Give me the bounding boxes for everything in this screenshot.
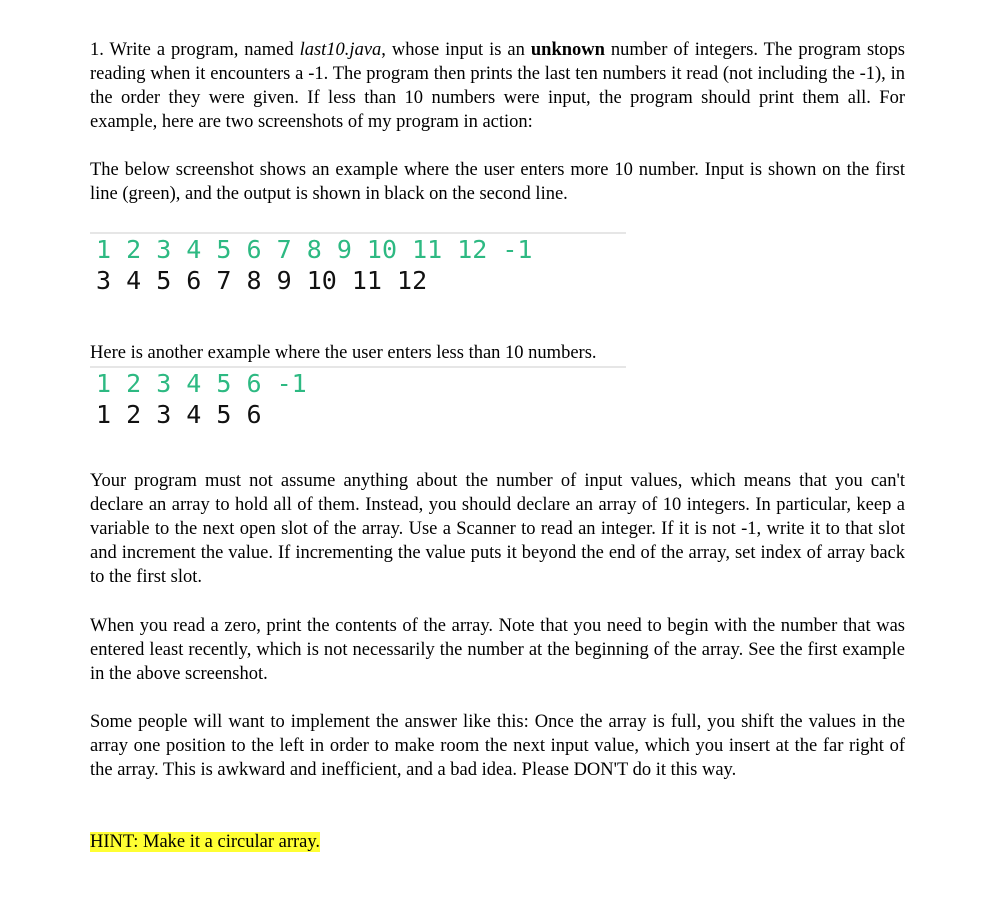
output-line: 1 2 3 4 5 6 [96, 400, 262, 429]
intro-paragraph [90, 38, 905, 134]
warning-paragraph: Some people will want to implement the answer like this: Once the array is full, you shift the values in the array one position to the left in order to make room the next input value, which you insert at the far right of the array. This is awkward and inefficient, and a bad idea. Please DON'T do it this way. [90, 712, 905, 780]
intro-text-b: , whose input is an [381, 40, 531, 60]
output-line: 3 4 5 6 7 8 9 10 11 12 [96, 266, 428, 295]
second-example-description: Here is another example where the user enters less than 10 numbers. [90, 343, 597, 363]
requirements-paragraph: Your program must not assume anything about the number of input values, which means that you can't declare an array to hold all of them. Instead, you should declare an array of 10 integers. In particular, keep a variable to the next open slot of the array. Use a Scanner to read an integer. If it is not -1, write it to that slot and increment the value. If incrementing the value puts it beyond the end of the array, set index of array back to the first slot. [90, 471, 905, 587]
intro-text-c: number of integers. The program stops reading when it encounters a -1. The program then prints the last ten numbers it read (not including the -1), in the order they were given. If less than 10 numbers were input, the program should print them all. For example, here are two screenshots of my program in action: [90, 40, 905, 132]
input-line: 1 2 3 4 5 6 -1 [96, 369, 307, 398]
print-paragraph: When you read a zero, print the contents of the array. Note that you need to begin with the number that was entered least recently, which is not necessarily the number at the beginning of the array. See the first example in the above screenshot. [90, 616, 905, 684]
input-line: 1 2 3 4 5 6 7 8 9 10 11 12 -1 [96, 235, 533, 264]
intro-text-a: 1. Write a program, named [90, 40, 300, 60]
bold-unknown: unknown [530, 40, 605, 60]
screenshot-example-2 [90, 366, 626, 430]
screenshot-example-1 [90, 232, 626, 296]
example-description: The below screenshot shows an example where the user enters more 10 number. Input is shown on the first line (green), and the output is shown in black on the second line. [90, 160, 905, 204]
file-name: last10.java [299, 40, 382, 60]
hint-paragraph [90, 830, 905, 854]
hint-highlight: HINT: Make it a circular array. [90, 832, 321, 852]
